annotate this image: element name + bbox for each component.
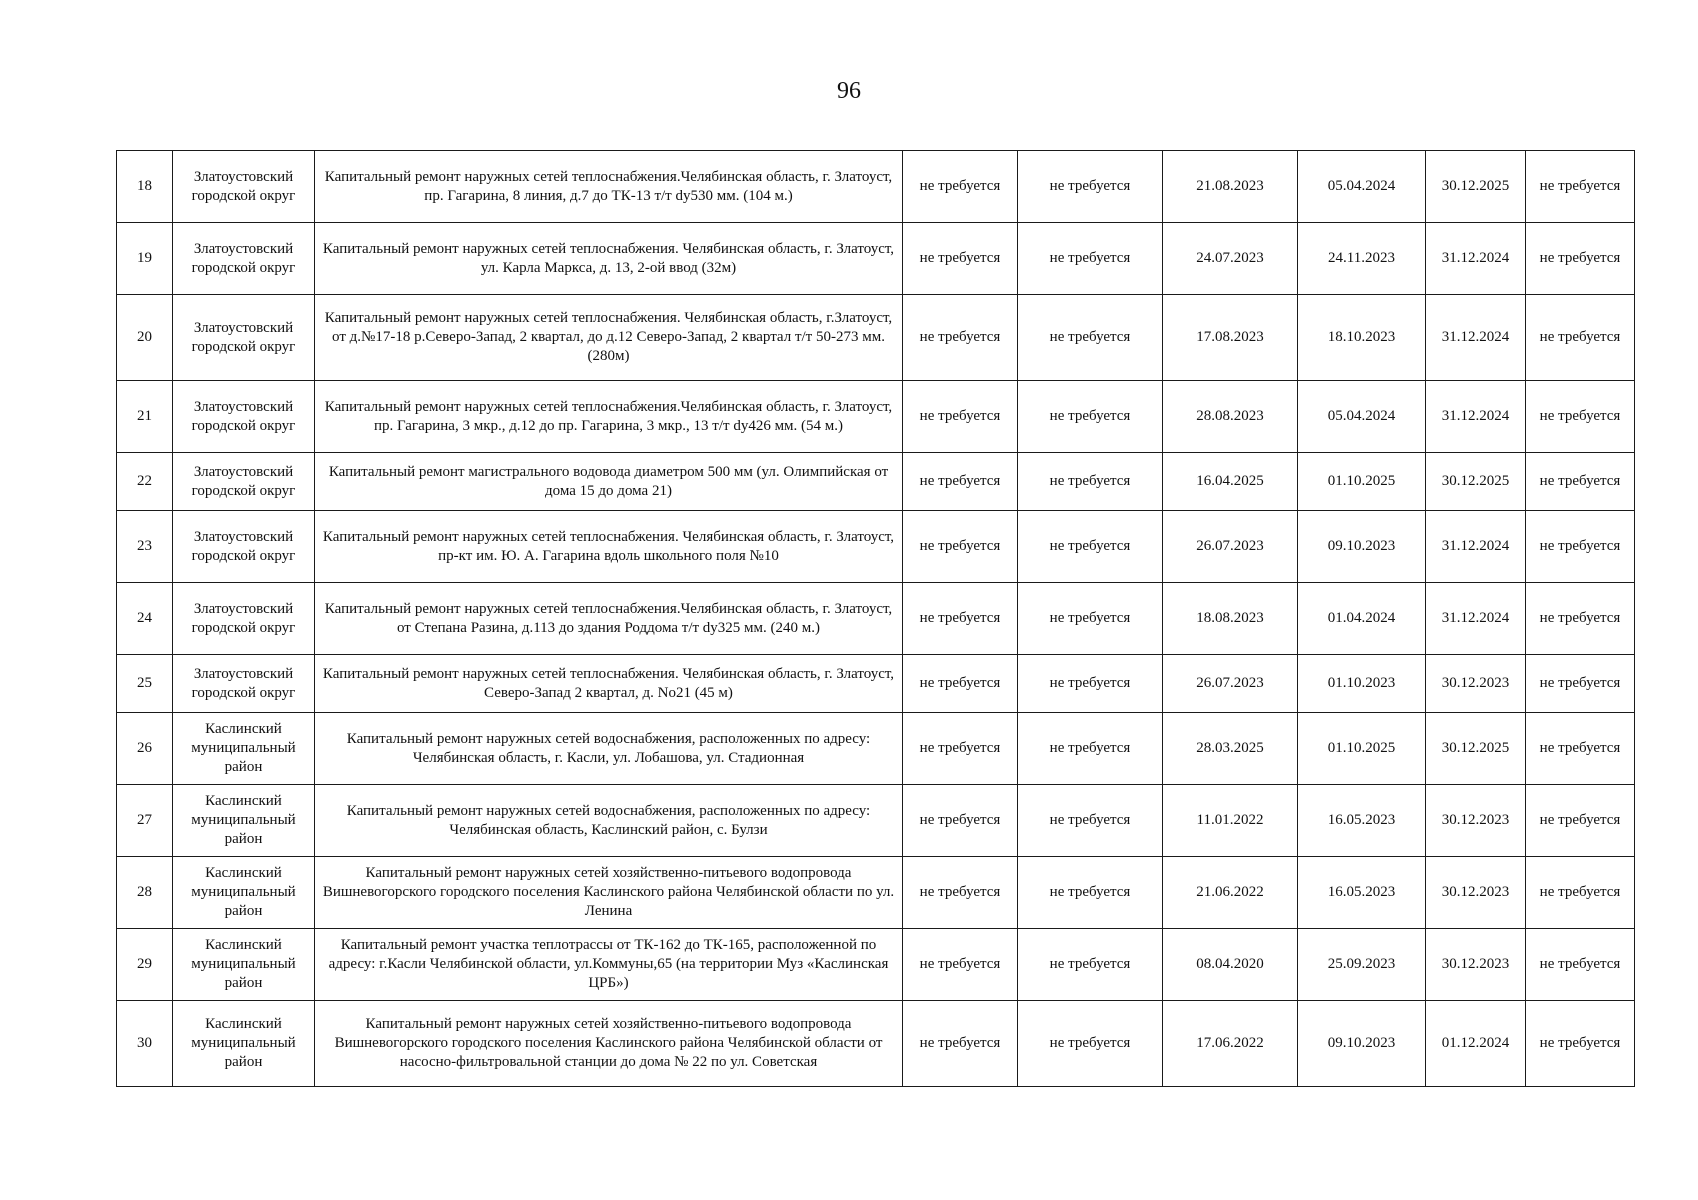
date-cell-1: 18.08.2023 (1163, 583, 1298, 655)
requirement-cell-1: не требуется (903, 453, 1018, 511)
requirement-cell-3: не требуется (1526, 713, 1635, 785)
table-row (117, 223, 1635, 295)
requirement-cell-1: не требуется (903, 713, 1018, 785)
date-cell-3: 30.12.2023 (1426, 785, 1526, 857)
row-number: 22 (117, 453, 173, 511)
requirement-cell-3: не требуется (1526, 583, 1635, 655)
date-cell-2: 01.10.2025 (1298, 713, 1426, 785)
date-cell-3: 30.12.2025 (1426, 453, 1526, 511)
date-cell-1: 08.04.2020 (1163, 929, 1298, 1001)
municipality-cell: Златоустовский городской округ (173, 655, 315, 713)
row-number: 28 (117, 857, 173, 929)
municipality-cell: Златоустовский городской округ (173, 453, 315, 511)
date-cell-1: 28.08.2023 (1163, 381, 1298, 453)
row-number: 30 (117, 1001, 173, 1087)
date-cell-2: 01.10.2023 (1298, 655, 1426, 713)
date-cell-2: 01.10.2025 (1298, 453, 1426, 511)
requirement-cell-2: не требуется (1018, 223, 1163, 295)
date-cell-3: 30.12.2023 (1426, 929, 1526, 1001)
row-number: 21 (117, 381, 173, 453)
object-description-cell: Капитальный ремонт наружных сетей водоснабжения, расположенных по адресу: Челябинская область, г. Касли, ул. Лобашова, ул. Стадионная (315, 713, 903, 785)
municipality-cell: Каслинский муниципальный район (173, 785, 315, 857)
date-cell-2: 05.04.2024 (1298, 151, 1426, 223)
requirement-cell-1: не требуется (903, 223, 1018, 295)
requirement-cell-1: не требуется (903, 1001, 1018, 1087)
requirement-cell-1: не требуется (903, 929, 1018, 1001)
date-cell-3: 31.12.2024 (1426, 223, 1526, 295)
requirement-cell-3: не требуется (1526, 1001, 1635, 1087)
requirement-cell-2: не требуется (1018, 857, 1163, 929)
row-number: 19 (117, 223, 173, 295)
row-number: 27 (117, 785, 173, 857)
object-description-cell: Капитальный ремонт наружных сетей хозяйственно-питьевого водопровода Вишневогорского городского поселения Каслинского района Челябинской области по ул. Ленина (315, 857, 903, 929)
date-cell-1: 26.07.2023 (1163, 511, 1298, 583)
date-cell-3: 30.12.2023 (1426, 655, 1526, 713)
requirement-cell-3: не требуется (1526, 929, 1635, 1001)
date-cell-1: 24.07.2023 (1163, 223, 1298, 295)
table-row (117, 583, 1635, 655)
requirement-cell-2: не требуется (1018, 453, 1163, 511)
municipality-cell: Златоустовский городской округ (173, 151, 315, 223)
requirement-cell-3: не требуется (1526, 857, 1635, 929)
date-cell-3: 30.12.2023 (1426, 857, 1526, 929)
registry-table-body (117, 151, 1635, 1087)
table-row (117, 511, 1635, 583)
object-description-cell: Капитальный ремонт наружных сетей теплоснабжения.Челябинская область, г. Златоуст, пр. Гагарина, 3 мкр., д.12 до пр. Гагарина, 3 мкр., 13 т/т dу426 мм. (54 м.) (315, 381, 903, 453)
date-cell-3: 01.12.2024 (1426, 1001, 1526, 1087)
requirement-cell-1: не требуется (903, 511, 1018, 583)
municipality-cell: Каслинский муниципальный район (173, 1001, 315, 1087)
row-number: 29 (117, 929, 173, 1001)
row-number: 25 (117, 655, 173, 713)
date-cell-2: 01.04.2024 (1298, 583, 1426, 655)
table-row (117, 1001, 1635, 1087)
requirement-cell-2: не требуется (1018, 381, 1163, 453)
municipality-cell: Златоустовский городской округ (173, 583, 315, 655)
table-row (117, 295, 1635, 381)
object-description-cell: Капитальный ремонт магистрального водовода диаметром 500 мм (ул. Олимпийская от дома 15 до дома 21) (315, 453, 903, 511)
date-cell-1: 17.08.2023 (1163, 295, 1298, 381)
row-number: 23 (117, 511, 173, 583)
date-cell-2: 09.10.2023 (1298, 1001, 1426, 1087)
municipality-cell: Каслинский муниципальный район (173, 929, 315, 1001)
date-cell-2: 24.11.2023 (1298, 223, 1426, 295)
requirement-cell-2: не требуется (1018, 151, 1163, 223)
table-row (117, 453, 1635, 511)
table-row (117, 151, 1635, 223)
municipality-cell: Златоустовский городской округ (173, 295, 315, 381)
table-row (117, 381, 1635, 453)
row-number: 18 (117, 151, 173, 223)
requirement-cell-2: не требуется (1018, 785, 1163, 857)
object-description-cell: Капитальный ремонт наружных сетей теплоснабжения. Челябинская область, г. Златоуст, ул. Карла Маркса, д. 13, 2-ой ввод (32м) (315, 223, 903, 295)
requirement-cell-2: не требуется (1018, 295, 1163, 381)
table-row (117, 857, 1635, 929)
object-description-cell: Капитальный ремонт наружных сетей теплоснабжения. Челябинская область, г. Златоуст, пр-кт им. Ю. А. Гагарина вдоль школьного поля №10 (315, 511, 903, 583)
object-description-cell: Капитальный ремонт наружных сетей теплоснабжения. Челябинская область, г. Златоуст, Северо-Запад 2 квартал, д. No21 (45 м) (315, 655, 903, 713)
date-cell-1: 17.06.2022 (1163, 1001, 1298, 1087)
requirement-cell-1: не требуется (903, 655, 1018, 713)
date-cell-2: 16.05.2023 (1298, 785, 1426, 857)
object-description-cell: Капитальный ремонт наружных сетей водоснабжения, расположенных по адресу: Челябинская область, Каслинский район, с. Булзи (315, 785, 903, 857)
requirement-cell-2: не требуется (1018, 929, 1163, 1001)
municipality-cell: Златоустовский городской округ (173, 223, 315, 295)
requirement-cell-3: не требуется (1526, 151, 1635, 223)
object-description-cell: Капитальный ремонт участка теплотрассы от ТК-162 до ТК-165, расположенной по адресу: г.Касли Челябинской области, ул.Коммуны,65 (на территории Муз «Каслинская ЦРБ») (315, 929, 903, 1001)
requirement-cell-1: не требуется (903, 857, 1018, 929)
table-row (117, 785, 1635, 857)
date-cell-3: 31.12.2024 (1426, 511, 1526, 583)
date-cell-3: 31.12.2024 (1426, 295, 1526, 381)
page-number: 96 (837, 78, 861, 104)
date-cell-3: 31.12.2024 (1426, 583, 1526, 655)
row-number: 26 (117, 713, 173, 785)
requirement-cell-3: не требуется (1526, 655, 1635, 713)
requirement-cell-1: не требуется (903, 151, 1018, 223)
requirement-cell-3: не требуется (1526, 511, 1635, 583)
object-description-cell: Капитальный ремонт наружных сетей теплоснабжения.Челябинская область, г. Златоуст, от Степана Разина, д.113 до здания Роддома т/т dу325 мм. (240 м.) (315, 583, 903, 655)
requirement-cell-3: не требуется (1526, 295, 1635, 381)
date-cell-2: 09.10.2023 (1298, 511, 1426, 583)
requirement-cell-1: не требуется (903, 785, 1018, 857)
table-row (117, 713, 1635, 785)
municipality-cell: Златоустовский городской округ (173, 381, 315, 453)
table-row (117, 929, 1635, 1001)
requirement-cell-2: не требуется (1018, 511, 1163, 583)
row-number: 24 (117, 583, 173, 655)
date-cell-1: 21.08.2023 (1163, 151, 1298, 223)
requirement-cell-2: не требуется (1018, 1001, 1163, 1087)
municipality-cell: Каслинский муниципальный район (173, 857, 315, 929)
date-cell-3: 31.12.2024 (1426, 381, 1526, 453)
date-cell-2: 05.04.2024 (1298, 381, 1426, 453)
date-cell-1: 11.01.2022 (1163, 785, 1298, 857)
object-description-cell: Капитальный ремонт наружных сетей хозяйственно-питьевого водопровода Вишневогорского городского поселения Каслинского района Челябинской области от насосно-фильтровальной станции до дома № 22 по ул. Советская (315, 1001, 903, 1087)
date-cell-3: 30.12.2025 (1426, 151, 1526, 223)
requirement-cell-2: не требуется (1018, 713, 1163, 785)
requirement-cell-1: не требуется (903, 295, 1018, 381)
requirement-cell-3: не требуется (1526, 223, 1635, 295)
registry-table (116, 150, 1635, 1087)
object-description-cell: Капитальный ремонт наружных сетей теплоснабжения.Челябинская область, г. Златоуст, пр. Гагарина, 8 линия, д.7 до ТК-13 т/т dу530 мм. (104 м.) (315, 151, 903, 223)
municipality-cell: Каслинский муниципальный район (173, 713, 315, 785)
requirement-cell-3: не требуется (1526, 785, 1635, 857)
requirement-cell-2: не требуется (1018, 655, 1163, 713)
date-cell-2: 16.05.2023 (1298, 857, 1426, 929)
municipality-cell: Златоустовский городской округ (173, 511, 315, 583)
requirement-cell-1: не требуется (903, 381, 1018, 453)
date-cell-2: 18.10.2023 (1298, 295, 1426, 381)
date-cell-3: 30.12.2025 (1426, 713, 1526, 785)
date-cell-1: 21.06.2022 (1163, 857, 1298, 929)
date-cell-1: 26.07.2023 (1163, 655, 1298, 713)
date-cell-1: 16.04.2025 (1163, 453, 1298, 511)
requirement-cell-3: не требуется (1526, 381, 1635, 453)
date-cell-1: 28.03.2025 (1163, 713, 1298, 785)
row-number: 20 (117, 295, 173, 381)
table-row (117, 655, 1635, 713)
date-cell-2: 25.09.2023 (1298, 929, 1426, 1001)
requirement-cell-2: не требуется (1018, 583, 1163, 655)
requirement-cell-1: не требуется (903, 583, 1018, 655)
requirement-cell-3: не требуется (1526, 453, 1635, 511)
object-description-cell: Капитальный ремонт наружных сетей теплоснабжения. Челябинская область, г.Златоуст, от д.№17-18 р.Северо-Запад, 2 квартал, до д.12 Северо-Запад, 2 квартал т/т 50-273 мм. (280м) (315, 295, 903, 381)
